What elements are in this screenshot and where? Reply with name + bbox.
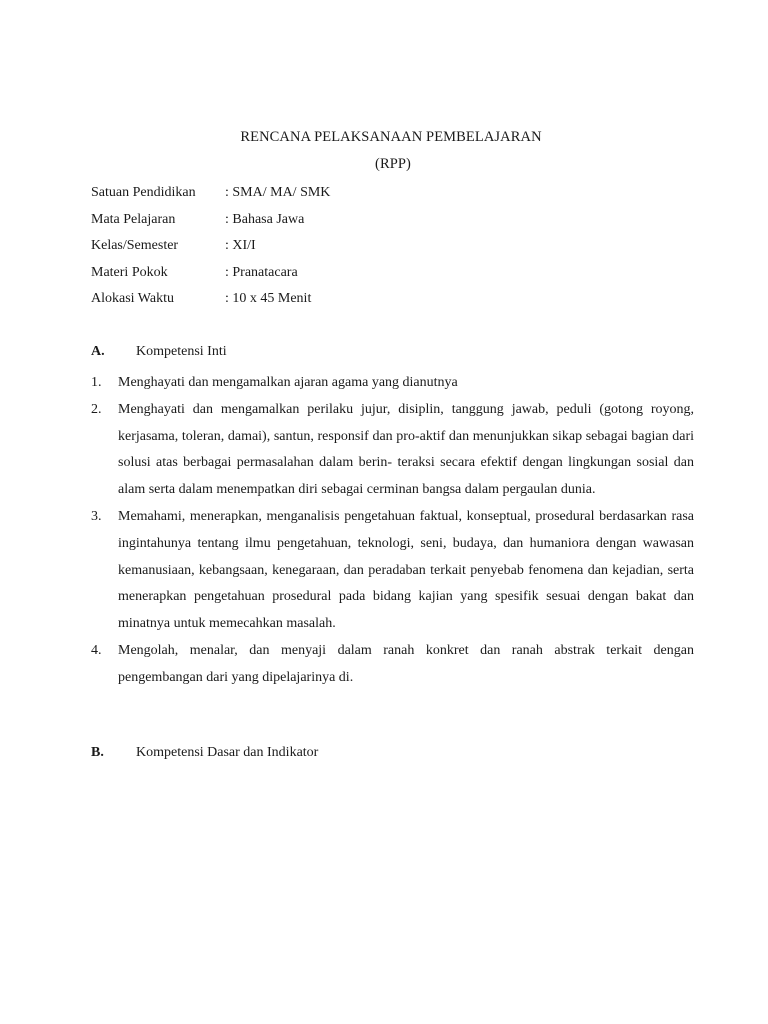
section-title: Kompetensi Dasar dan Indikator: [136, 745, 319, 760]
identity-row-alokasi-waktu: [91, 288, 691, 315]
identity-row-mata-pelajaran: [91, 209, 691, 236]
section-letter: A.: [91, 344, 105, 359]
section-a-heading: [91, 344, 227, 360]
identity-label: Mata Pelajaran: [91, 211, 176, 227]
identity-row-materi-pokok: [91, 262, 691, 289]
identity-value: : Bahasa Jawa: [225, 211, 305, 227]
identity-value: : XI/I: [225, 238, 256, 254]
identity-table: [91, 182, 691, 315]
identity-value: : 10 x 45 Menit: [225, 291, 312, 307]
list-number: 1.: [91, 375, 102, 390]
list-text: Memahami, menerapkan, menganalisis pengetahuan faktual, konseptual, prosedural berdasarkan rasa ingintahunya tentang ilmu pengetahuan, teknologi, seni, budaya, dan humaniora dengan wawasan kemanusiaan, kebangsaan, kenegaraan, dan peradaban terkait penyebab fenomena dan kejadian, serta menerapkan pengetahuan prosedural pada bidang kajian yang spesifik sesuai dengan bakat dan minatnya untuk memecahkan masalah.: [118, 508, 694, 632]
list-item: [91, 638, 694, 692]
identity-label: Materi Pokok: [91, 264, 168, 280]
list-text: Mengolah, menalar, dan menyaji dalam ranah konkret dan ranah abstrak terkait dengan pengembangan dari yang dipelajarinya di.: [118, 642, 694, 685]
identity-value: : SMA/ MA/ SMK: [225, 185, 331, 200]
identity-label: Kelas/Semester: [91, 238, 179, 254]
section-b-heading: [91, 745, 318, 761]
list-number: 3.: [91, 508, 102, 524]
list-number: 4.: [91, 642, 102, 658]
identity-label: Alokasi Waktu: [91, 291, 174, 307]
list-text: Menghayati dan mengamalkan ajaran agama yang dianutnya: [118, 375, 458, 390]
identity-row-satuan-pendidikan: [91, 182, 691, 209]
identity-row-kelas-semester: [91, 235, 691, 262]
list-text: Menghayati dan mengamalkan perilaku jujur, disiplin, tanggung jawab, peduli (gotong royong, kerjasama, toleran, damai), santun, responsif dan pro-aktif dan menunjukkan sikap sebagai bagian dari solusi atas berbagai permasalahan dalam berin- teraksi secara efektif dengan lingkungan sosial dan alam serta dalam menempatkan diri sebagai cerminan bangsa dalam pergaulan dunia.: [118, 401, 694, 498]
document-subtitle: (RPP): [375, 156, 411, 172]
list-item: [91, 397, 694, 504]
document-title: RENCANA PELAKSANAAN PEMBELAJARAN: [240, 129, 542, 145]
identity-value: : Pranatacara: [225, 264, 298, 280]
identity-label: Satuan Pendidikan: [91, 185, 196, 200]
kompetensi-inti-list: [91, 370, 694, 692]
list-number: 2.: [91, 401, 102, 417]
list-item: [91, 370, 694, 397]
section-title: Kompetensi Inti: [136, 344, 227, 359]
section-letter: B.: [91, 745, 104, 760]
list-item: [91, 504, 694, 638]
